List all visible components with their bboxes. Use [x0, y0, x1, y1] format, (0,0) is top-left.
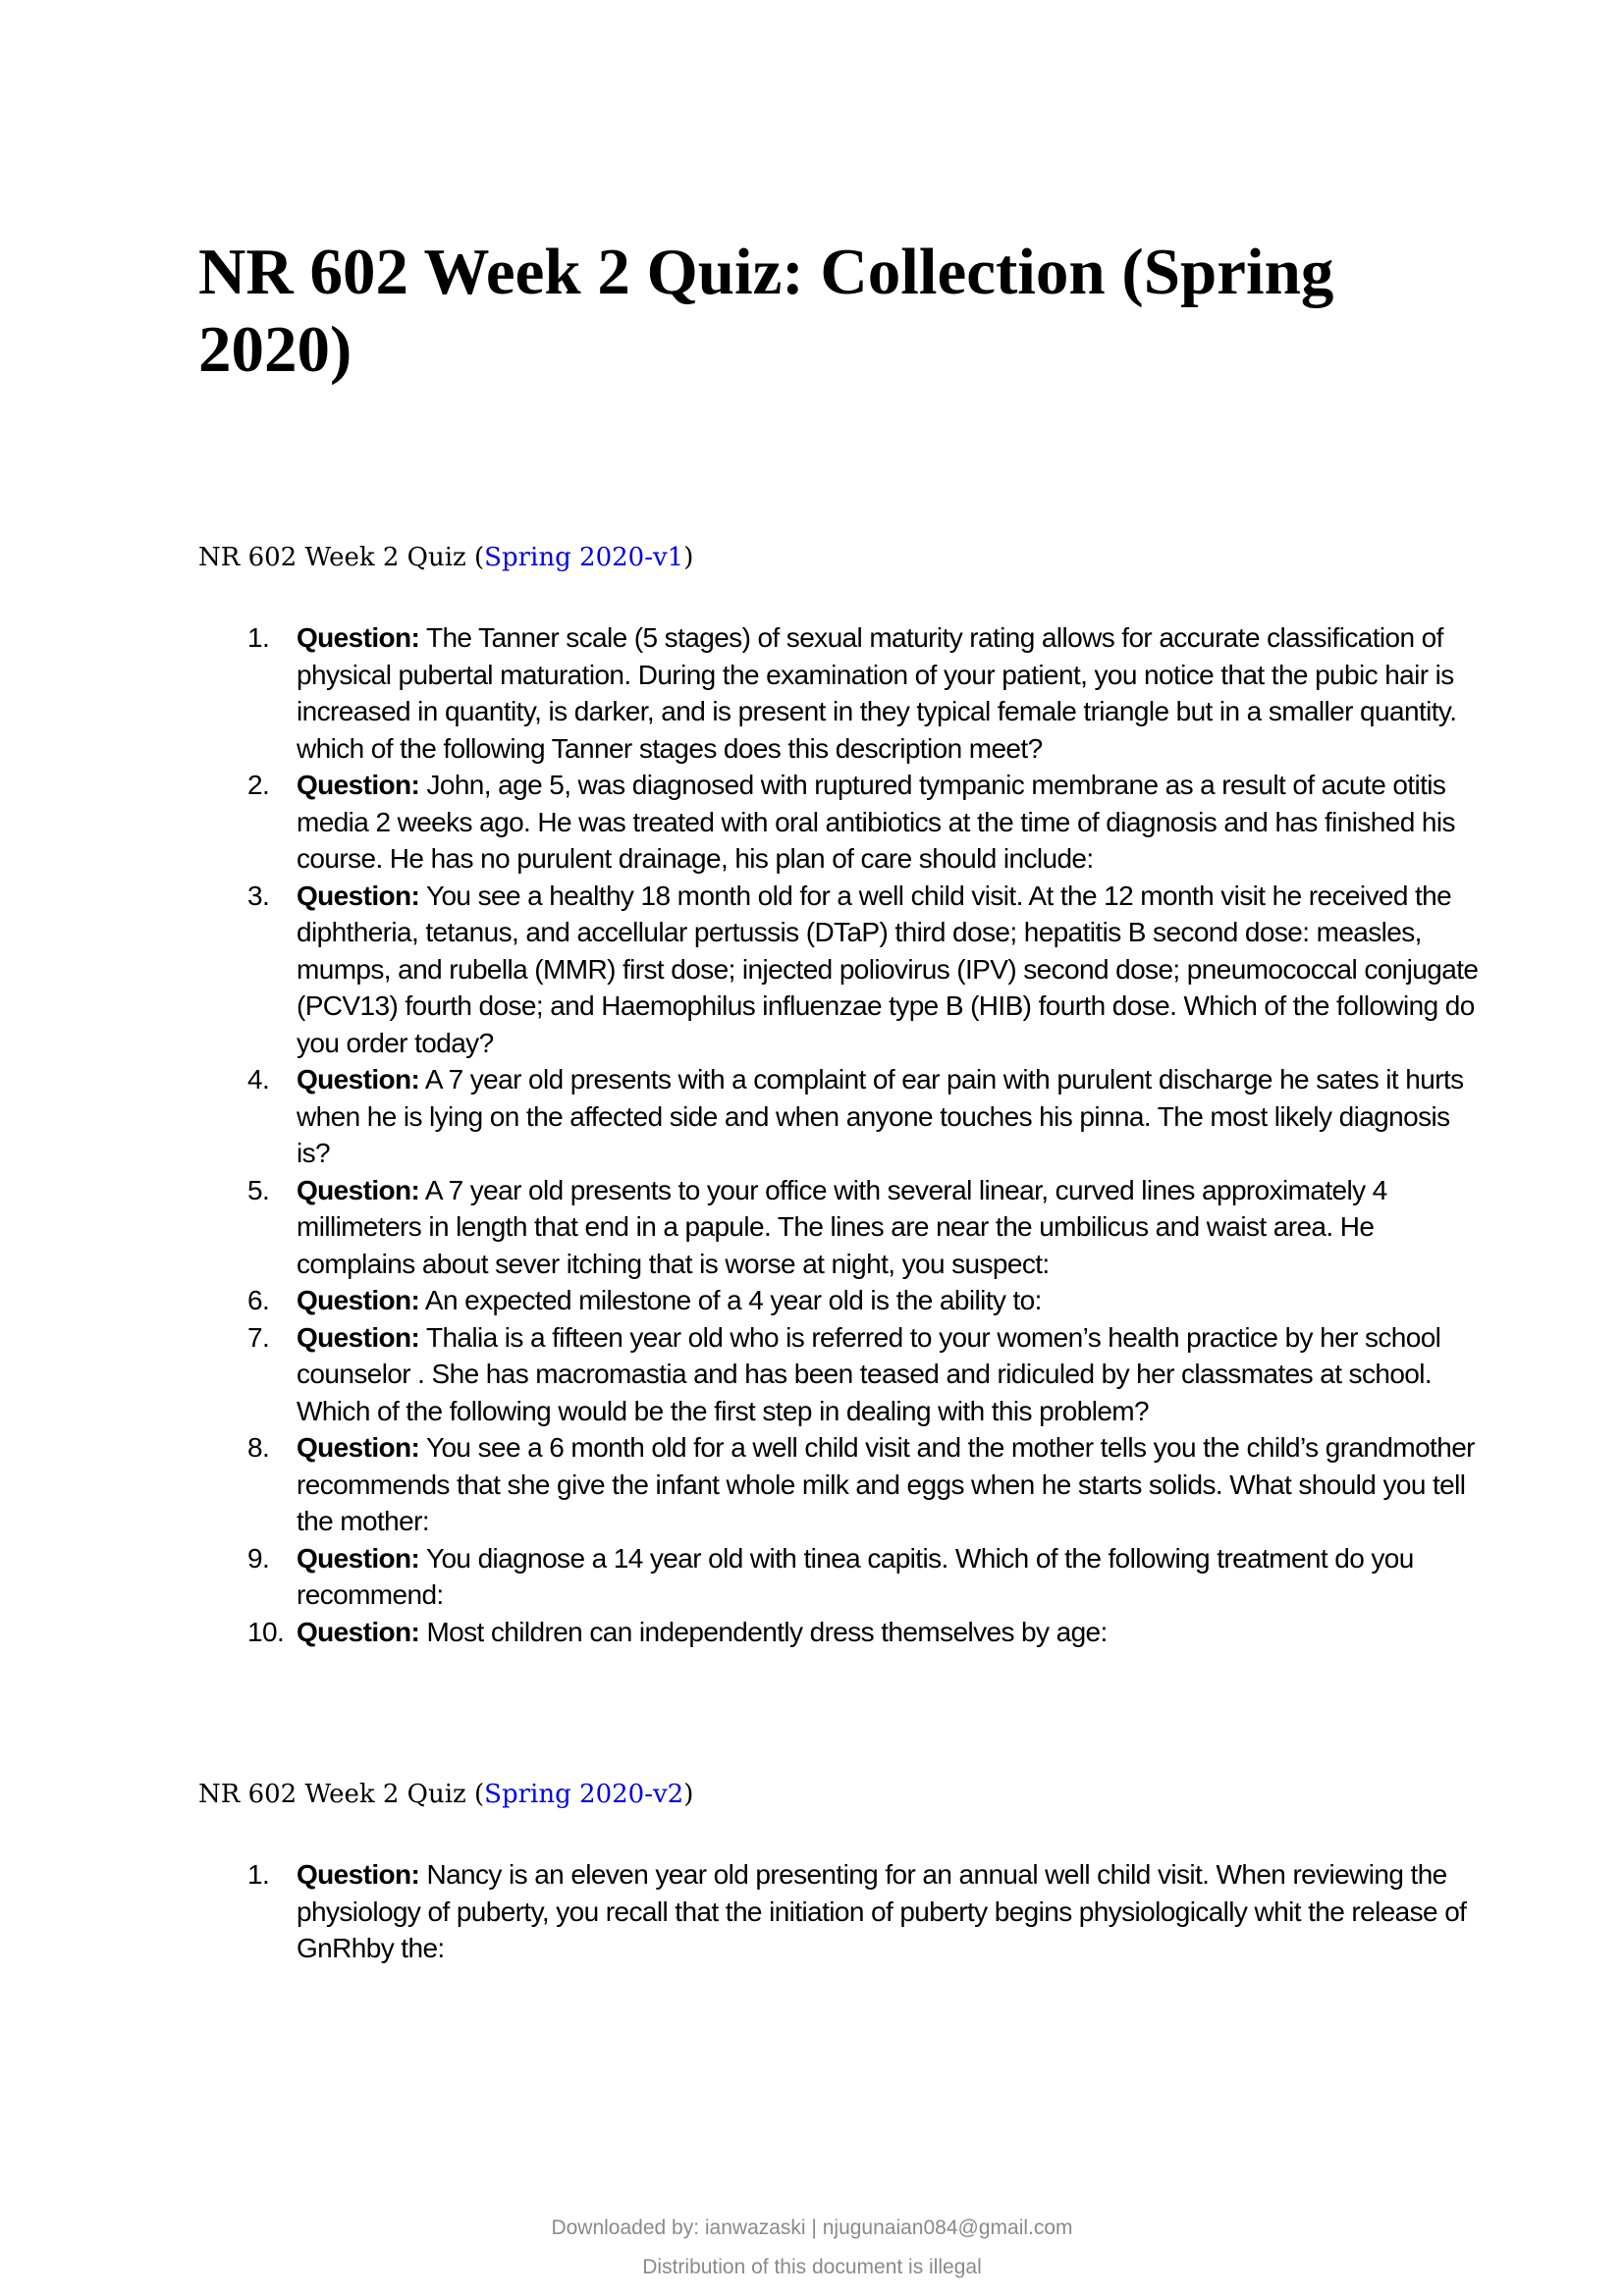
question-item	[247, 1282, 1485, 1319]
question-number: 1.	[247, 1859, 270, 1890]
heading-suffix: )	[683, 1780, 694, 1809]
question-label: Question:	[297, 1616, 420, 1647]
question-item	[247, 1172, 1485, 1283]
question-number: 4.	[247, 1064, 270, 1095]
question-text: You see a healthy 18 month old for a well child visit. At the 12 month visit he received the diphtheria, tetanus, and accellular pertussis (DTaP) third dose; hepatitis B second dose: measles, mumps, and rubella (MMR) first dose; injected poliovirus (IPV) second dose; pneumococcal conjugate (PCV13) fourth dose; and Haemophilus influenzae type B (HIB) fourth dose. Which of the following do you order today?	[297, 880, 1479, 1058]
question-item	[247, 1540, 1485, 1614]
question-text: You diagnose a 14 year old with tinea capitis. Which of the following treatment do you recommend:	[297, 1542, 1414, 1610]
heading-prefix: NR 602 Week 2 Quiz (	[198, 543, 485, 572]
question-number: 8.	[247, 1432, 270, 1463]
document-title: NR 602 Week 2 Quiz: Collection (Spring 2020)	[198, 236, 1334, 386]
quiz-v1-heading	[198, 540, 693, 575]
question-text: A 7 year old presents to your office with several linear, curved lines approximately 4 millimeters in length that end in a papule. The lines are near the umbilicus and waist area. He complains about sever itching that is worse at night, you suspect:	[297, 1174, 1387, 1279]
question-item	[247, 1061, 1485, 1172]
question-number: 6.	[247, 1285, 270, 1315]
question-item	[247, 1429, 1485, 1540]
question-item	[247, 1319, 1485, 1430]
question-label: Question:	[297, 1064, 420, 1095]
question-number: 10.	[247, 1616, 285, 1647]
question-text: Nancy is an eleven year old presenting for an annual well child visit. When reviewing the physiology of puberty, you recall that the initiation of puberty begins physiologically whit the release of GnRhby the:	[297, 1859, 1467, 1963]
question-number: 7.	[247, 1321, 270, 1353]
quiz-v1-question-list	[247, 619, 1485, 1650]
question-label: Question:	[297, 1859, 420, 1890]
question-number: 9.	[247, 1542, 270, 1574]
question-label: Question:	[297, 622, 420, 653]
question-item	[247, 878, 1485, 1062]
question-item	[247, 767, 1485, 878]
question-text: A 7 year old presents with a complaint of ear pain with purulent discharge he sates it hurts when he is lying on the affected side and when anyone touches his pinna. The most likely diagnosis is?	[297, 1064, 1464, 1168]
heading-prefix: NR 602 Week 2 Quiz (	[198, 1780, 485, 1809]
question-item	[247, 1614, 1485, 1651]
question-label: Question:	[297, 1174, 420, 1205]
question-label: Question:	[297, 880, 420, 911]
question-label: Question:	[297, 1285, 420, 1315]
question-number: 1.	[247, 622, 270, 653]
question-number: 3.	[247, 880, 270, 911]
question-number: 5.	[247, 1174, 270, 1205]
quiz-v2-heading	[198, 1777, 693, 1812]
download-notice: Downloaded by: ianwazaski | njugunaian084@gmail.com	[551, 2216, 1073, 2239]
heading-suffix: )	[683, 543, 694, 572]
question-label: Question:	[297, 770, 420, 800]
question-label: Question:	[297, 1432, 420, 1463]
spring-2020-v1-link[interactable]: Spring 2020-v1	[484, 543, 684, 572]
spring-2020-v2-link[interactable]: Spring 2020-v2	[484, 1780, 684, 1809]
question-text: John, age 5, was diagnosed with ruptured tympanic membrane as a result of acute otitis media 2 weeks ago. He was treated with oral antibiotics at the time of diagnosis and has finished his course. He has no purulent drainage, his plan of care should include:	[297, 770, 1455, 874]
question-text: You see a 6 month old for a well child visit and the mother tells you the child’s grandmother recommends that she give the infant whole milk and eggs when he starts solids. What should you tell the mother:	[297, 1432, 1475, 1536]
question-text: Most children can independently dress themselves by age:	[419, 1616, 1108, 1647]
question-text: An expected milestone of a 4 year old is the ability to:	[419, 1285, 1042, 1315]
question-text: The Tanner scale (5 stages) of sexual maturity rating allows for accurate classification of physical pubertal maturation. During the examination of your patient, you notice that the pubic hair is increased in quantity, is darker, and is present in they typical female triangle but in a smaller quantity. which of the following Tanner stages does this description meet?	[297, 622, 1457, 764]
question-label: Question:	[297, 1542, 420, 1574]
quiz-v2-question-list	[247, 1856, 1485, 1967]
distribution-notice: Distribution of this document is illegal	[642, 2256, 982, 2278]
question-number: 2.	[247, 770, 270, 800]
question-label: Question:	[297, 1321, 420, 1353]
question-text: Thalia is a fifteen year old who is referred to your women’s health practice by her school counselor . She has macromastia and has been teased and ridiculed by her classmates at school. Which of the following would be the first step in dealing with this problem?	[297, 1321, 1441, 1426]
question-item	[247, 1856, 1485, 1967]
question-item	[247, 619, 1485, 767]
